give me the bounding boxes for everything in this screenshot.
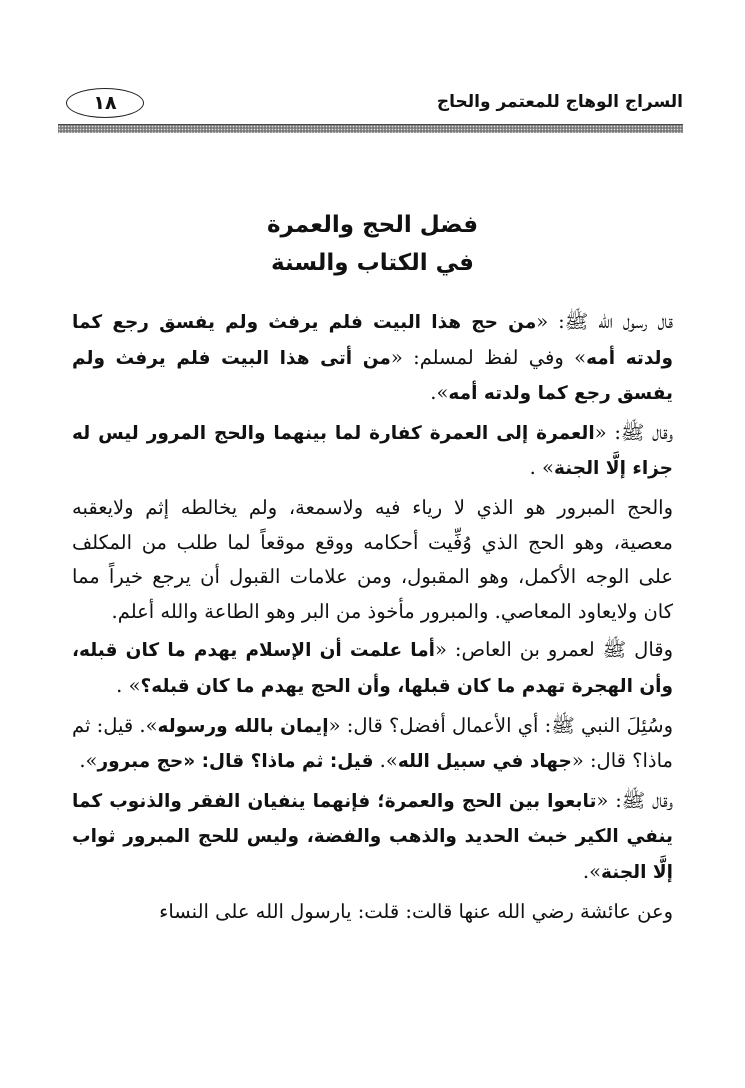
paragraph-text: ».	[430, 381, 449, 405]
paragraph	[72, 416, 673, 487]
quoted-text: العمرة إلى العمرة كفارة لما بينهما والحج المرور ليس له جزاء إلَّا الجنة	[72, 422, 673, 480]
paragraph	[72, 709, 673, 780]
header-rule	[58, 124, 683, 133]
quoted-text: قيل: ثم ماذا؟ قال: «حج مبرور	[97, 751, 374, 773]
paragraph-text: وقال ﷺ: «	[594, 420, 673, 444]
quoted-text: جهاد في سبيل الله	[397, 751, 572, 773]
paragraph-text: وسُئِلَ النبي ﷺ: أي الأعمال أفضل؟ قال: «	[328, 713, 673, 737]
paragraph	[72, 305, 673, 412]
chapter-title	[0, 206, 745, 282]
paragraph	[72, 633, 673, 704]
page-header	[58, 88, 683, 132]
paragraph-text: ».	[373, 749, 398, 773]
paragraph-text: والحج المبرور هو الذي لا رياء فيه ولاسمعة، ولم يخالطه إثم ولايعقبه معصية، وهو الحج الذي وُفِّيت أحكامه ووقع موقعاً لما طلب من المكلف على الوجه الأكمل، وهو المقبول، ومن علامات القبول أن يرجع خيراً مما كان ولايعاود المعاصي. والمبرور مأخوذ من البر وهو الطاعة والله أعلم.	[72, 495, 673, 623]
paragraph	[72, 491, 673, 629]
paragraph	[72, 895, 673, 930]
paragraph-text: وعن عائشة رضي الله عنها قالت: قلت: يارسول الله على النساء	[159, 899, 673, 923]
page-number: ١٨	[66, 88, 144, 118]
paragraph-text: قال رسول الله ﷺ: «	[536, 310, 673, 333]
quoted-text: أما علمت أن الإسلام يهدم ما كان قبله، وأن الهجرة تهدم ما كان قبلها، وأن الحج يهدم ما كان قبله؟	[72, 640, 673, 697]
quoted-text: تابعوا بين الحج والعمرة؛ فإنهما ينفيان الفقر والذنوب كما ينفي الكير خبث الحديد والذهب والفضة، وليس للحج المبرور ثواب إلَّا الجنة	[72, 790, 673, 883]
paragraph-text: وقال ﷺ لعمرو بن العاص: «	[435, 638, 673, 662]
running-title: السراج الوهاج للمعتمر والحاج	[436, 92, 683, 112]
paragraph-text: » وفي لفظ لمسلم: «	[390, 345, 587, 369]
quoted-text: من أتى هذا البيت فلم يرفث ولم يفسق رجع كما ولدته أمه	[72, 347, 673, 405]
body-text	[72, 305, 673, 929]
quoted-text: إيمان بالله ورسوله	[157, 715, 329, 737]
chapter-title-line-2: في الكتاب والسنة	[271, 250, 474, 276]
paragraph-text: » .	[529, 456, 554, 480]
paragraph-text: ».	[79, 749, 98, 773]
quoted-text: من حج هذا البيت فلم يرفث ولم يفسق رجع كما ولدته أمه	[72, 312, 673, 369]
paragraph-text: وقال ﷺ: «	[596, 788, 673, 812]
paragraph-text: » .	[116, 673, 141, 697]
chapter-title-line-1: فضل الحج والعمرة	[266, 212, 479, 238]
paragraph-text: ». قيل: ثم ماذا؟ قال: «	[72, 713, 673, 773]
paragraph	[72, 784, 673, 891]
paragraph-text: ».	[582, 859, 602, 883]
